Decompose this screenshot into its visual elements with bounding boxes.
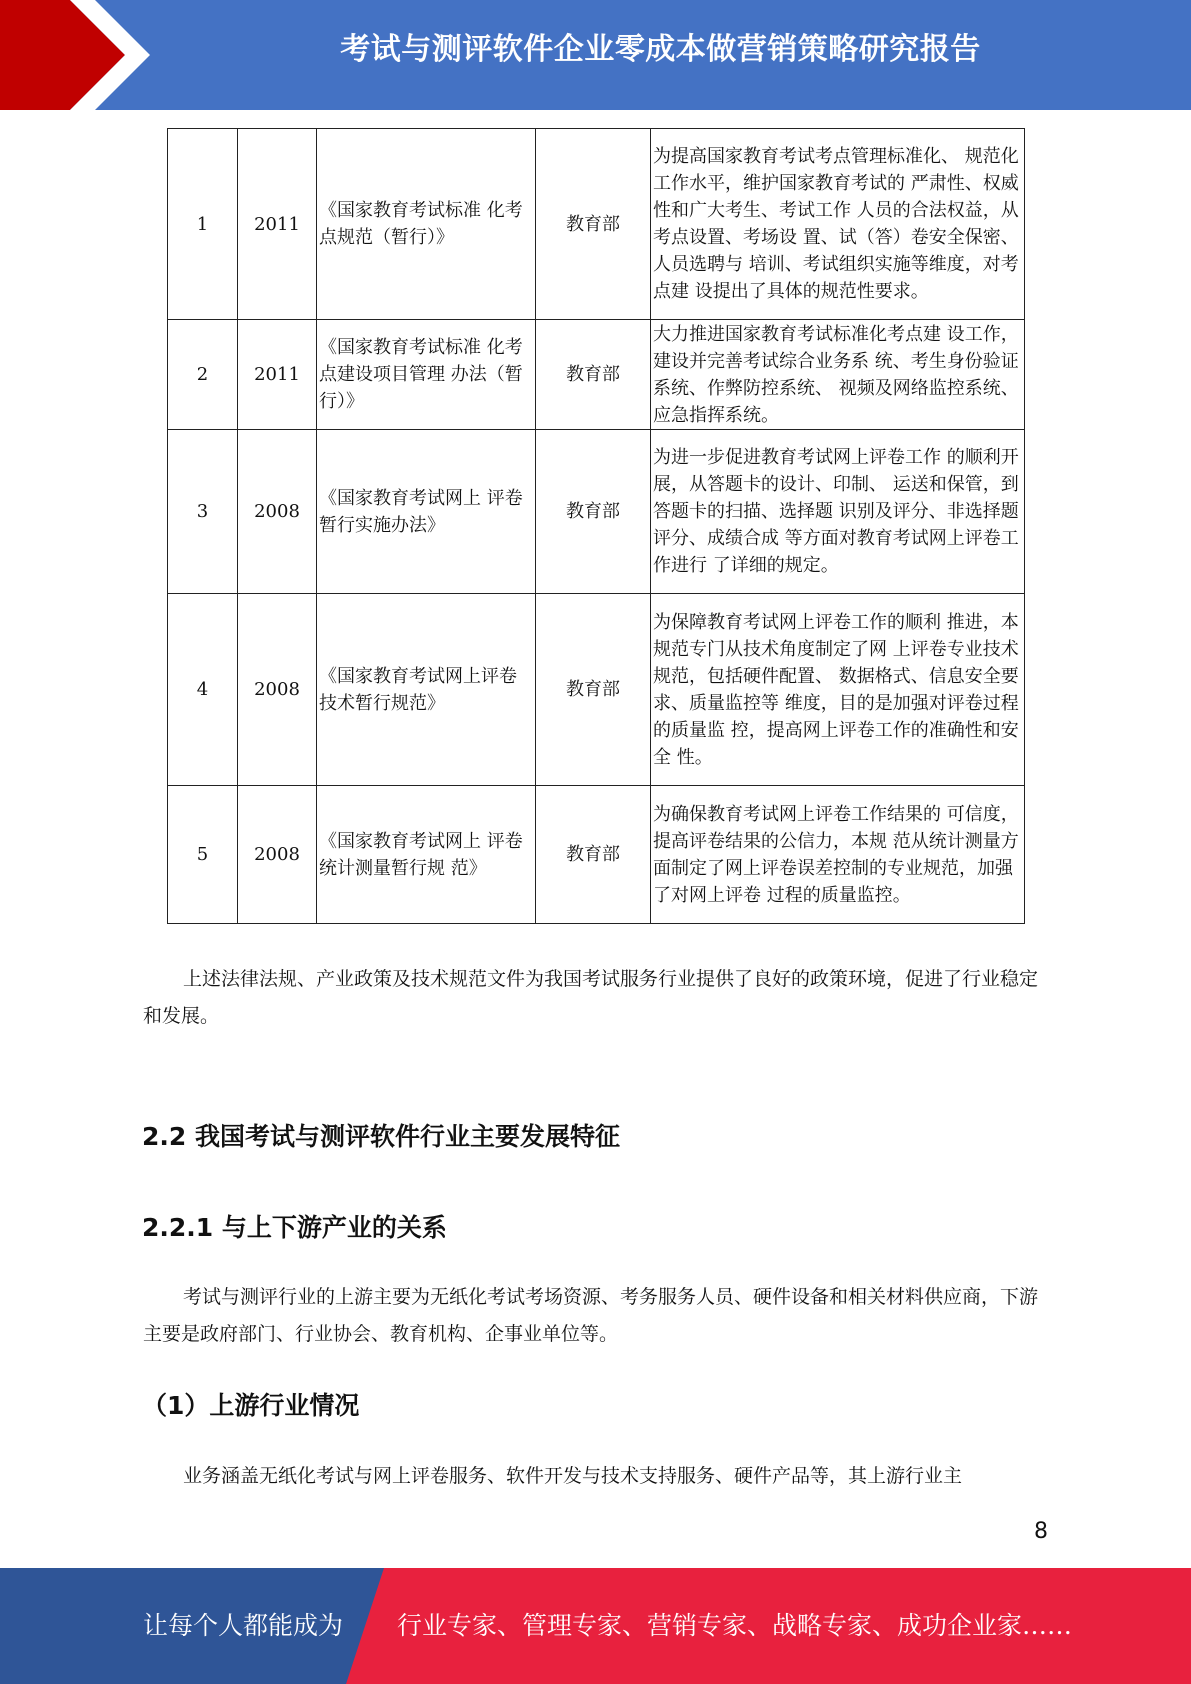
row-number: 2 bbox=[168, 320, 238, 430]
row-description: 为提高国家教育考试考点管理标准化、 规范化工作水平，维护国家教育考试的 严肃性、权威性和广大考生、考试工作 人员的合法权益，从考点设置、考场设 置、试（答）卷安全保密、人员选聘与 培训、考试组织实施等维度，对考点建 设提出了具体的规范性要求。 bbox=[651, 129, 1025, 320]
header-chevron-decoration bbox=[0, 0, 150, 110]
paragraph-policy-summary: 上述法律法规、产业政策及技术规范文件为我国考试服务行业提供了良好的政策环境，促进了行业稳定和发展。 bbox=[143, 968, 1039, 1027]
section-heading-2-2-1: 2.2.1 与上下游产业的关系 bbox=[142, 1213, 447, 1242]
subheading-upstream: （1）上游行业情况 bbox=[142, 1391, 360, 1420]
table-row bbox=[168, 786, 1025, 924]
paragraph-industry-chain: 考试与测评行业的上游主要为无纸化考试考场资源、考务服务人员、硬件设备和相关材料供应商，下游主要是政府部门、行业协会、教育机构、企事业单位等。 bbox=[143, 1286, 1039, 1345]
table-row bbox=[168, 320, 1025, 430]
row-number: 4 bbox=[168, 594, 238, 786]
row-document-name: 《国家教育考试网上 评卷暂行实施办法》 bbox=[317, 430, 536, 594]
section-heading-2-2: 2.2 我国考试与测评软件行业主要发展特征 bbox=[142, 1122, 620, 1151]
row-description: 为确保教育考试网上评卷工作结果的 可信度，提高评卷结果的公信力，本规 范从统计测量方面制定了网上评卷误差控制的专业规范，加强了对网上评卷 过程的质量监控。 bbox=[651, 786, 1025, 924]
row-department: 教育部 bbox=[536, 430, 651, 594]
row-description: 为进一步促进教育考试网上评卷工作 的顺利开展，从答题卡的设计、印制、 运送和保管，到答题卡的扫描、选择题 识别及评分、非选择题评分、成绩合成 等方面对教育考试网上评卷工作进行 了详细的规定。 bbox=[651, 430, 1025, 594]
row-department: 教育部 bbox=[536, 320, 651, 430]
table-row bbox=[168, 430, 1025, 594]
row-year: 2008 bbox=[238, 430, 317, 594]
row-department: 教育部 bbox=[536, 594, 651, 786]
row-description: 大力推进国家教育考试标准化考点建 设工作，建设并完善考试综合业务系 统、考生身份验证系统、作弊防控系统、 视频及网络监控系统、应急指挥系统。 bbox=[651, 320, 1025, 430]
row-year: 2011 bbox=[238, 320, 317, 430]
row-year: 2008 bbox=[238, 594, 317, 786]
row-description: 为保障教育考试网上评卷工作的顺利 推进，本规范专门从技术角度制定了网 上评卷专业技术规范，包括硬件配置、 数据格式、信息安全要求、质量监控等 维度，目的是加强对评卷过程的质量监 控，提高网上评卷工作的准确性和安全 性。 bbox=[651, 594, 1025, 786]
row-year: 2008 bbox=[238, 786, 317, 924]
page-number: 8 bbox=[1034, 1519, 1048, 1544]
report-title: 考试与测评软件企业零成本做营销策略研究报告 bbox=[340, 32, 981, 67]
row-department: 教育部 bbox=[536, 129, 651, 320]
row-document-name: 《国家教育考试网上 评卷统计测量暂行规 范》 bbox=[317, 786, 536, 924]
row-number: 1 bbox=[168, 129, 238, 320]
table-row bbox=[168, 129, 1025, 320]
row-number: 5 bbox=[168, 786, 238, 924]
paragraph-upstream: 业务涵盖无纸化考试与网上评卷服务、软件开发与技术支持服务、硬件产品等，其上游行业主 bbox=[183, 1465, 963, 1487]
regulations-table bbox=[167, 128, 1025, 924]
table-row bbox=[168, 594, 1025, 786]
row-department: 教育部 bbox=[536, 786, 651, 924]
row-document-name: 《国家教育考试网上评卷技术暂行规范》 bbox=[317, 594, 536, 786]
row-year: 2011 bbox=[238, 129, 317, 320]
row-document-name: 《国家教育考试标准 化考点规范（暂行）》 bbox=[317, 129, 536, 320]
page-footer bbox=[0, 1568, 1191, 1684]
row-number: 3 bbox=[168, 430, 238, 594]
row-document-name: 《国家教育考试标准 化考点建设项目管理 办法（暂行）》 bbox=[317, 320, 536, 430]
page-header bbox=[0, 0, 1191, 110]
footer-slogan-right: 行业专家、管理专家、营销专家、战略专家、成功企业家…… bbox=[397, 1611, 1073, 1640]
footer-slogan-left: 让每个人都能成为 bbox=[143, 1611, 344, 1640]
